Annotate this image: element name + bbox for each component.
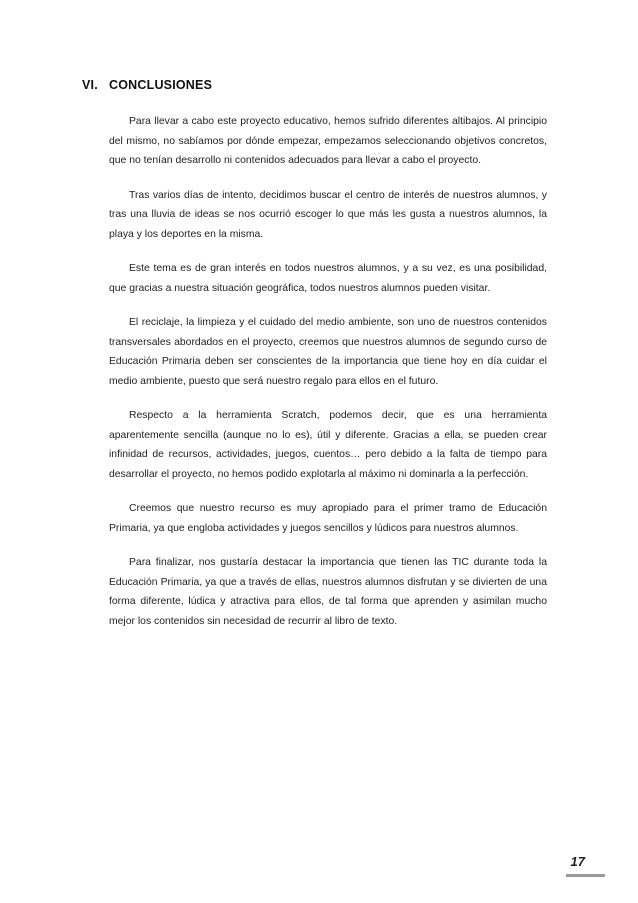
section-heading [82, 78, 212, 92]
paragraph: Tras varios días de intento, decidimos buscar el centro de interés de nuestros alumnos, y tras una lluvia de ideas se nos ocurrió escoger lo que más les gusta a nuestros alumnos, la playa y los deportes en la misma. [109, 189, 547, 240]
paragraph: Respecto a la herramienta Scratch, podemos decir, que es una herramienta aparentemente sencilla (aunque no lo es), útil y diferente. Gracias a ella, se pueden crear infinidad de recursos, actividades, juegos, cuentos… pero debido a la falta de tiempo para desarrollar el proyecto, no hemos podido explotarla al máximo ni dominarla a la perfección. [109, 410, 547, 480]
section-title: CONCLUSIONES [109, 78, 213, 92]
paragraph: El reciclaje, la limpieza y el cuidado del medio ambiente, son uno de nuestros contenidos transversales abordados en el proyecto, creemos que nuestros alumnos de segundo curso de Educación Primaria deben ser conscientes de la importancia que tiene hoy en día cuidar el medio ambiente, puesto que será nuestro regalo para ellos en el futuro. [109, 317, 547, 387]
page-number: 17 [570, 854, 585, 869]
paragraph: Para llevar a cabo este proyecto educativo, hemos sufrido diferentes altibajos. Al principio del mismo, no sabíamos por dónde empezar, empezamos seleccionando objetivos concretos, que no tenían desarrollo ni contenidos adecuados para llevar a cabo el proyecto. [109, 116, 547, 166]
paragraph: Creemos que nuestro recurso es muy apropiado para el primer tramo de Educación Primaria, ya que engloba actividades y juegos sencillos y lúdicos para nuestros alumnos. [109, 503, 547, 534]
paragraph: Este tema es de gran interés en todos nuestros alumnos, y a su vez, es una posibilidad, que gracias a nuestra situación geográfica, todos nuestros alumnos pueden visitar. [109, 263, 547, 294]
paragraph: Para finalizar, nos gustaría destacar la importancia que tienen las TIC durante toda la Educación Primaria, ya que a través de ellas, nuestros alumnos disfrutan y se divierten de una forma diferente, lúdica y atractiva para ellos, de tal forma que aprenden y asimilan mucho mejor los contenidos sin necesidad de recurrir al libro de texto. [109, 557, 547, 627]
section-number: VI. [82, 78, 98, 92]
page-number-underline [566, 874, 605, 877]
section-body [109, 112, 547, 646]
